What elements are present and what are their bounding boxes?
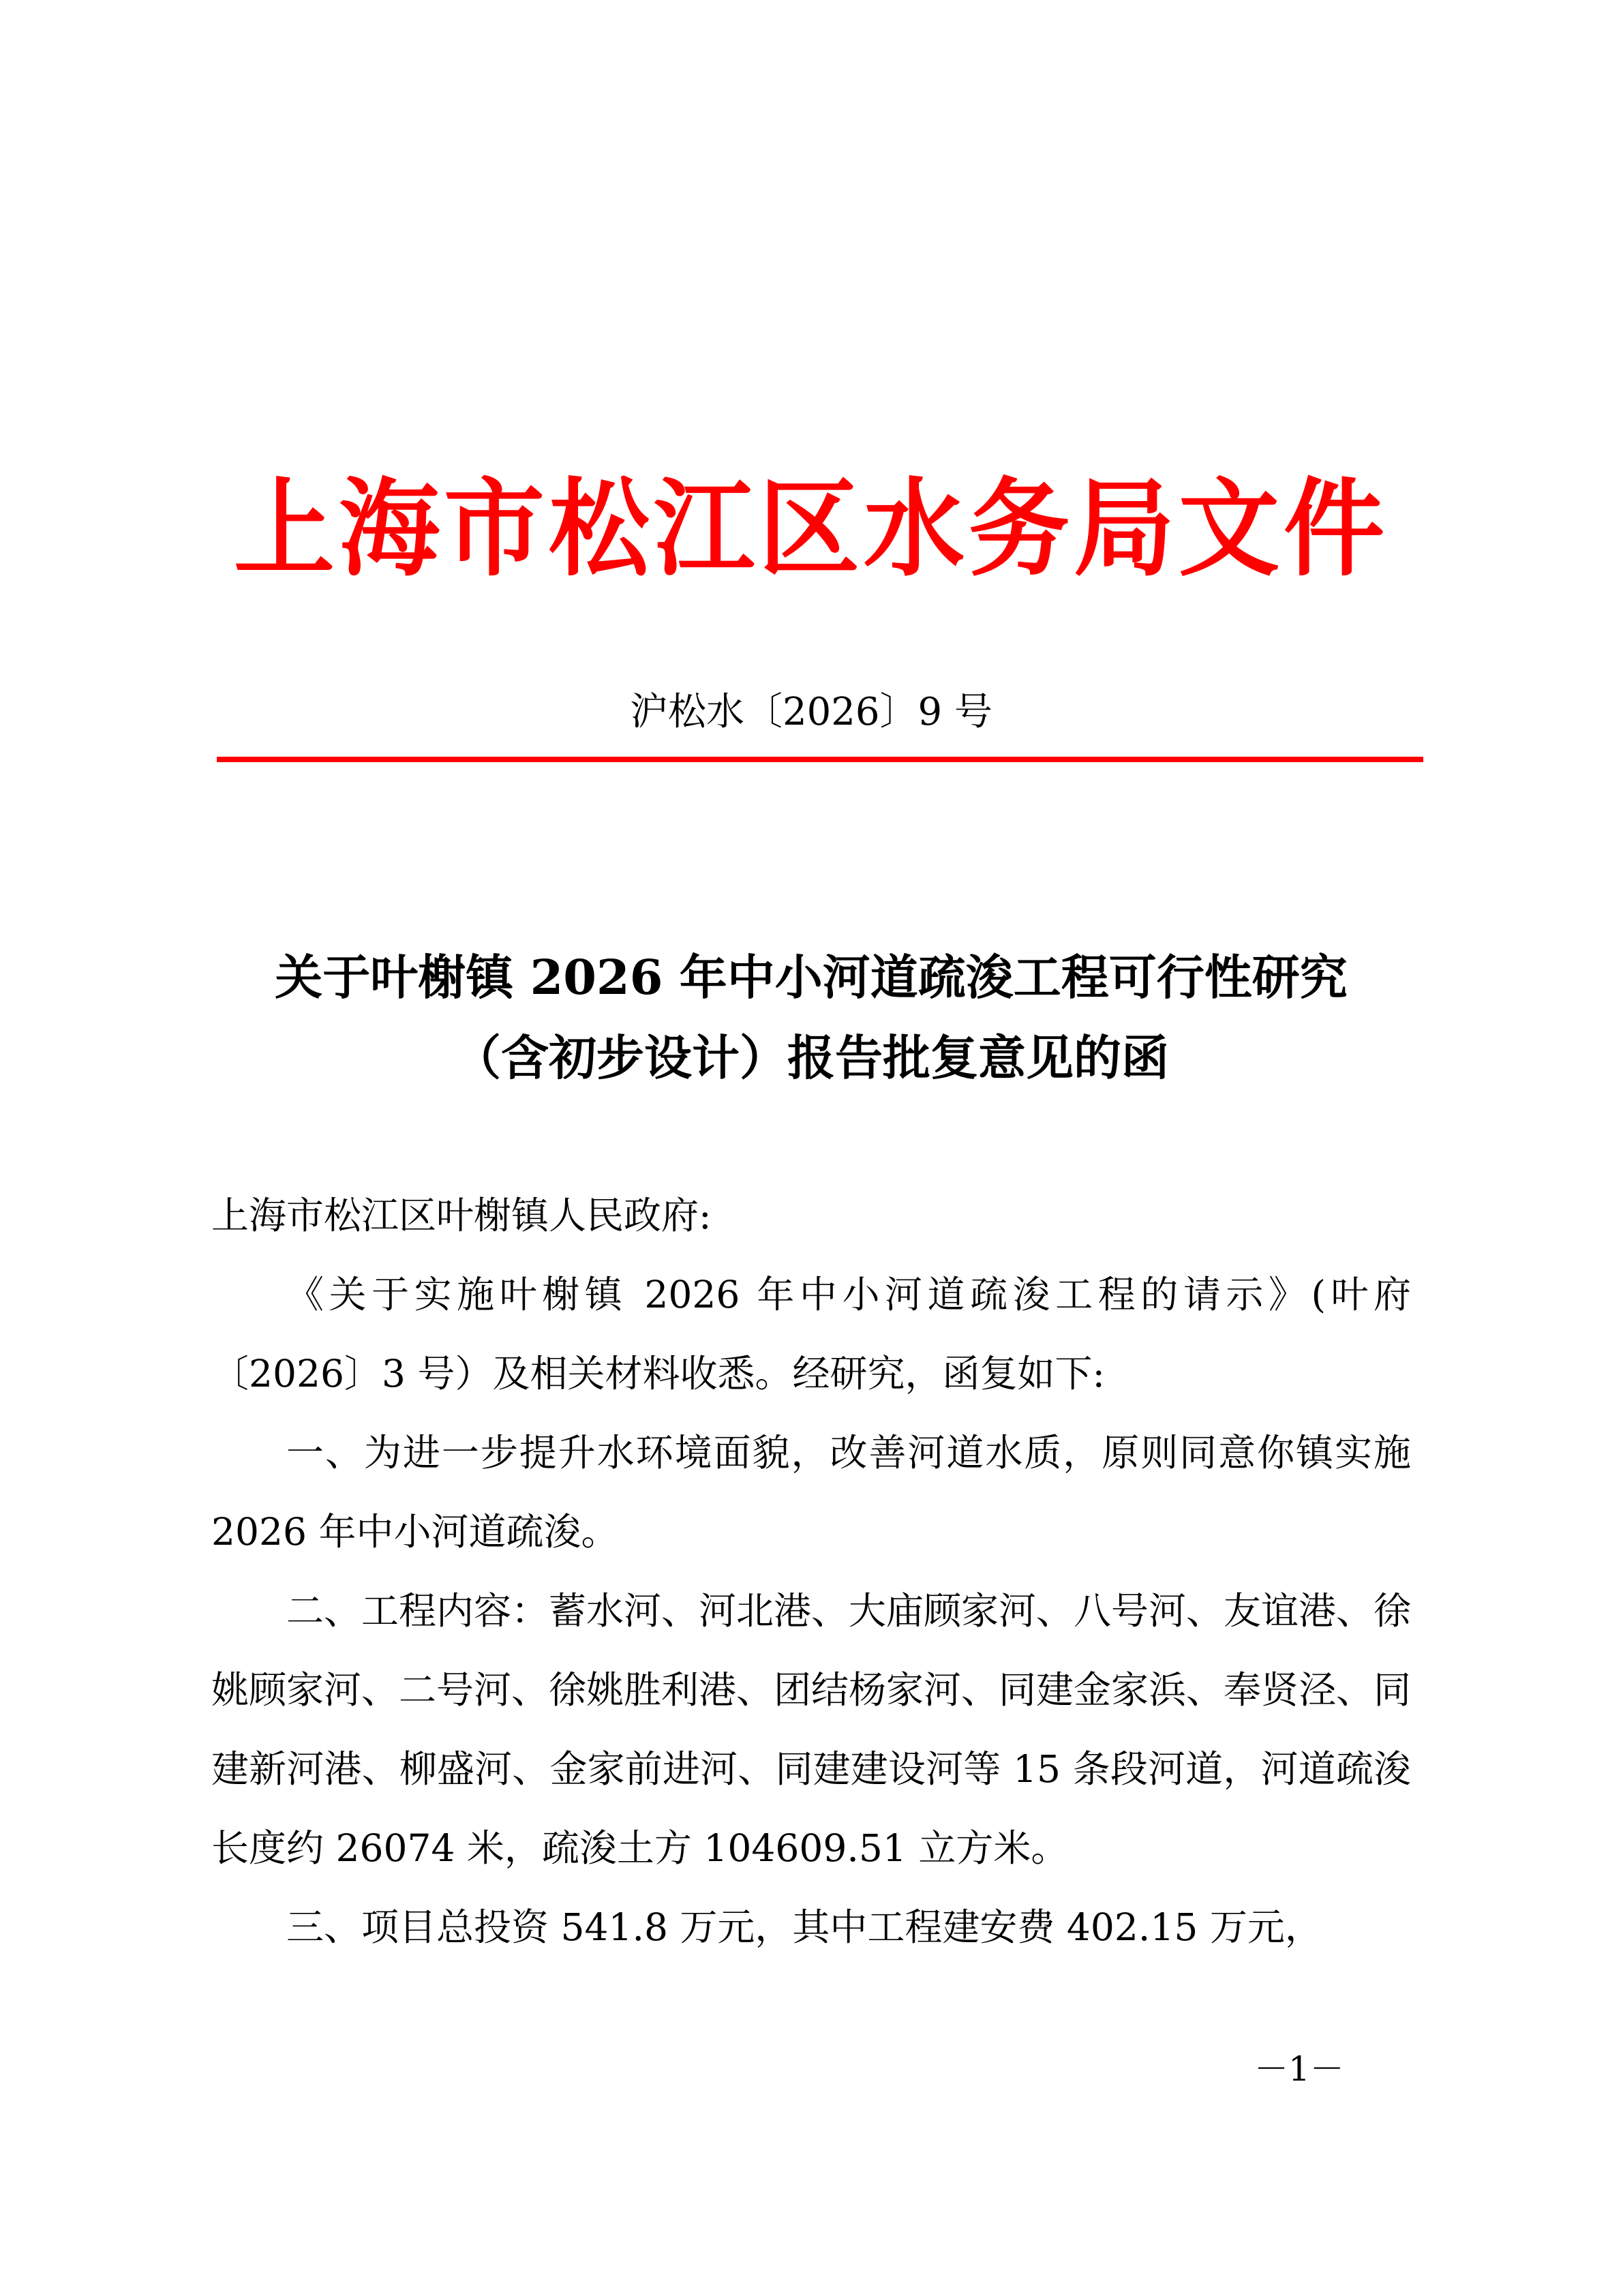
- title-line-2: （含初步设计）报告批复意见的函: [453, 1029, 1169, 1086]
- intro-paragraph: 《关于实施叶榭镇 2026 年中小河道疏浚工程的请示》(叶府〔2026〕3 号）及相关材料收悉。经研究，函复如下:: [211, 1273, 1411, 1395]
- item-3-paragraph: 三、项目总投资 541.8 万元，其中工程建安费 402.15 万元，: [286, 1905, 1322, 1949]
- document-title: [198, 937, 1425, 1098]
- title-line-1: 关于叶榭镇 2026 年中小河道疏浚工程可行性研究: [275, 949, 1348, 1006]
- page-number: －1－: [1254, 2049, 1344, 2089]
- addressee: 上海市松江区叶榭镇人民政府:: [211, 1194, 712, 1237]
- red-divider-line: [217, 757, 1423, 762]
- item-2-paragraph: 二、工程内容：蓄水河、河北港、大庙顾家河、八号河、友谊港、徐姚顾家河、二号河、徐姚胜利港、团结杨家河、同建金家浜、奉贤泾、同建新河港、柳盛河、金家前进河、同建建设河等 15 条段河道，河道疏浚长度约 26074 米，疏浚土方 104609.51 立方米。: [211, 1589, 1412, 1870]
- issuer-heading: 上海市松江区水务局文件: [234, 466, 1389, 591]
- item-1-paragraph: 一、为进一步提升水环境面貌，改善河道水质，原则同意你镇实施 2026 年中小河道疏浚。: [211, 1431, 1411, 1554]
- document-body: [211, 1176, 1411, 1967]
- document-number: 沪松水〔2026〕9 号: [630, 690, 992, 734]
